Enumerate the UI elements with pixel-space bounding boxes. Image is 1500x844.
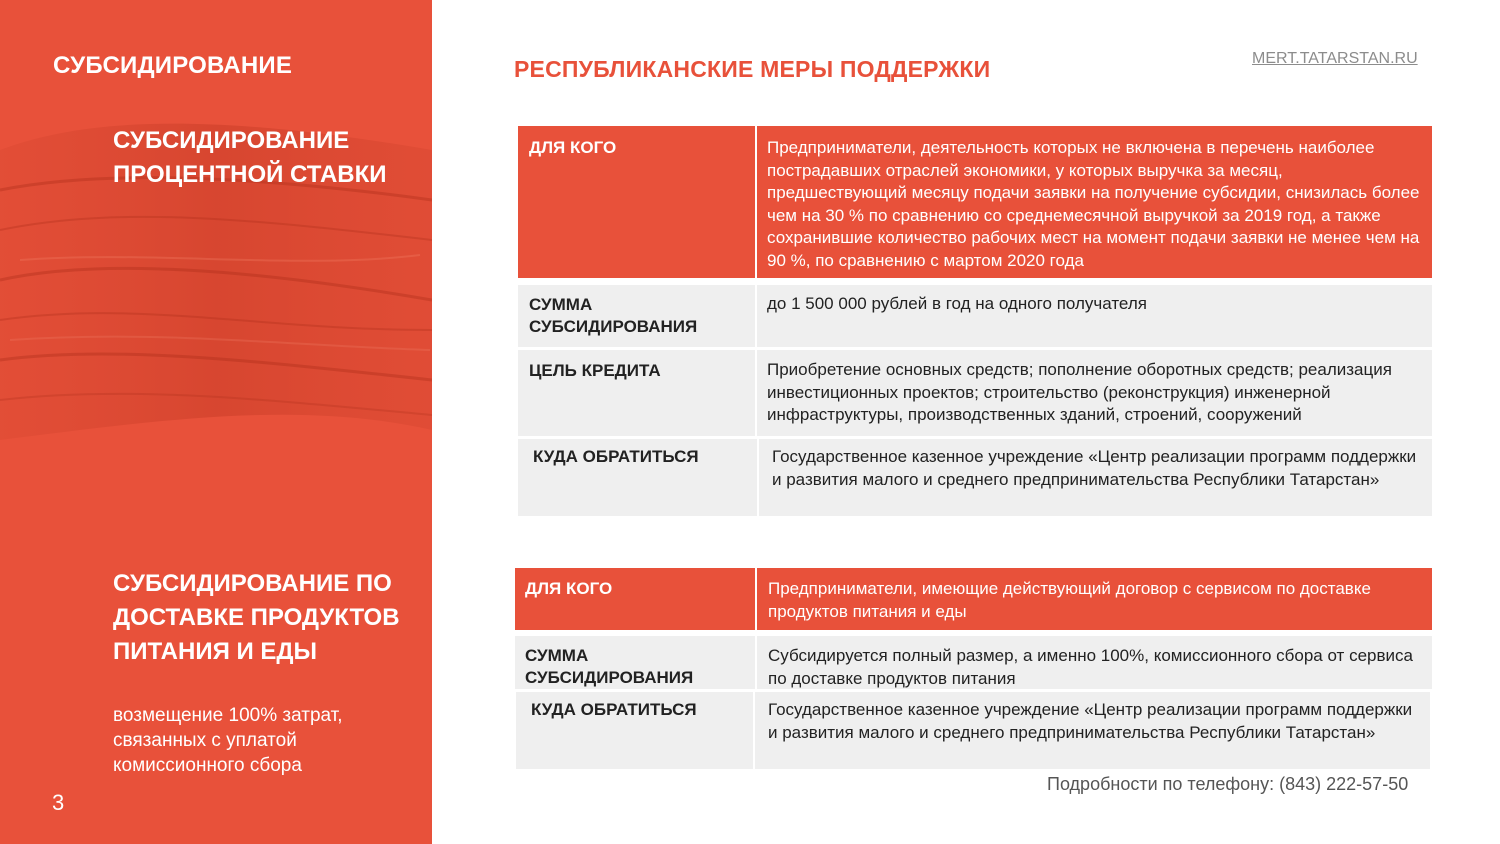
table-row [518,350,1432,436]
table-row [515,568,1432,630]
table-row [518,285,1432,347]
table-row [515,636,1432,689]
row-value: Субсидируется полный размер, а именно 100%, комиссионного сбора от сервиса по доставке продуктов питания [757,636,1432,689]
row-value: Государственное казенное учреждение «Центр реализации программ поддержки и развития малого и среднего предпринимательства Республики Татарстан» [759,439,1432,516]
row-label: ДЛЯ КОГО [518,126,755,278]
row-label: СУММА СУБСИДИРОВАНИЯ [515,636,755,689]
row-value: до 1 500 000 рублей в год на одного получателя [757,285,1432,347]
page-number: 3 [52,790,65,815]
left-panel [0,0,432,844]
interest-rate-heading: СУБСИДИРОВАНИЕ ПРОЦЕНТНОЙ СТАВКИ [113,127,387,188]
section-title: СУБСИДИРОВАНИЕ [53,52,293,79]
row-value: Предприниматели, имеющие действующий договор с сервисом по доставке продуктов питания и еды [757,568,1432,630]
food-delivery-heading: СУБСИДИРОВАНИЕ ПО ДОСТАВКЕ ПРОДУКТОВ ПИТАНИЯ И ЕДЫ [113,570,400,665]
table-row [518,439,1432,516]
row-label: ЦЕЛЬ КРЕДИТА [518,350,755,436]
row-label: КУДА ОБРАТИТЬСЯ [518,439,757,516]
page-title: РЕСПУБЛИКАНСКИЕ МЕРЫ ПОДДЕРЖКИ [514,56,991,82]
food-delivery-description: возмещение 100% затрат, связанных с уплатой комиссионного сбора [113,705,343,776]
row-value: Приобретение основных средств; пополнение оборотных средств; реализация инвестиционных проектов; строительство (реконструкция) инженерной инфраструктуры, производственных зданий, строений, сооружений [757,350,1432,436]
row-label: СУММА СУБСИДИРОВАНИЯ [518,285,755,347]
table-row [516,692,1430,769]
table-row [518,126,1432,278]
site-link[interactable]: MERT.TATARSTAN.RU [1252,50,1418,67]
row-label: ДЛЯ КОГО [515,568,755,630]
row-value: Предприниматели, деятельность которых не включена в перечень наиболее пострадавших отраслей экономики, у которых выручка за месяц, предшествующий месяцу подачи заявки на получение субсидии, снизилась более чем на 30 % по сравнению со среднемесячной выручкой за 2019 год, а также сохранившие количество рабочих мест на момент подачи заявки не менее чем на 90 %, по сравнению с мартом 2020 года [757,126,1432,278]
row-label: КУДА ОБРАТИТЬСЯ [516,692,753,769]
phone-info: Подробности по телефону: (843) 222-57-50 [1047,774,1409,794]
row-value: Государственное казенное учреждение «Центр реализации программ поддержки и развития малого и среднего предпринимательства Республики Татарстан» [755,692,1430,769]
